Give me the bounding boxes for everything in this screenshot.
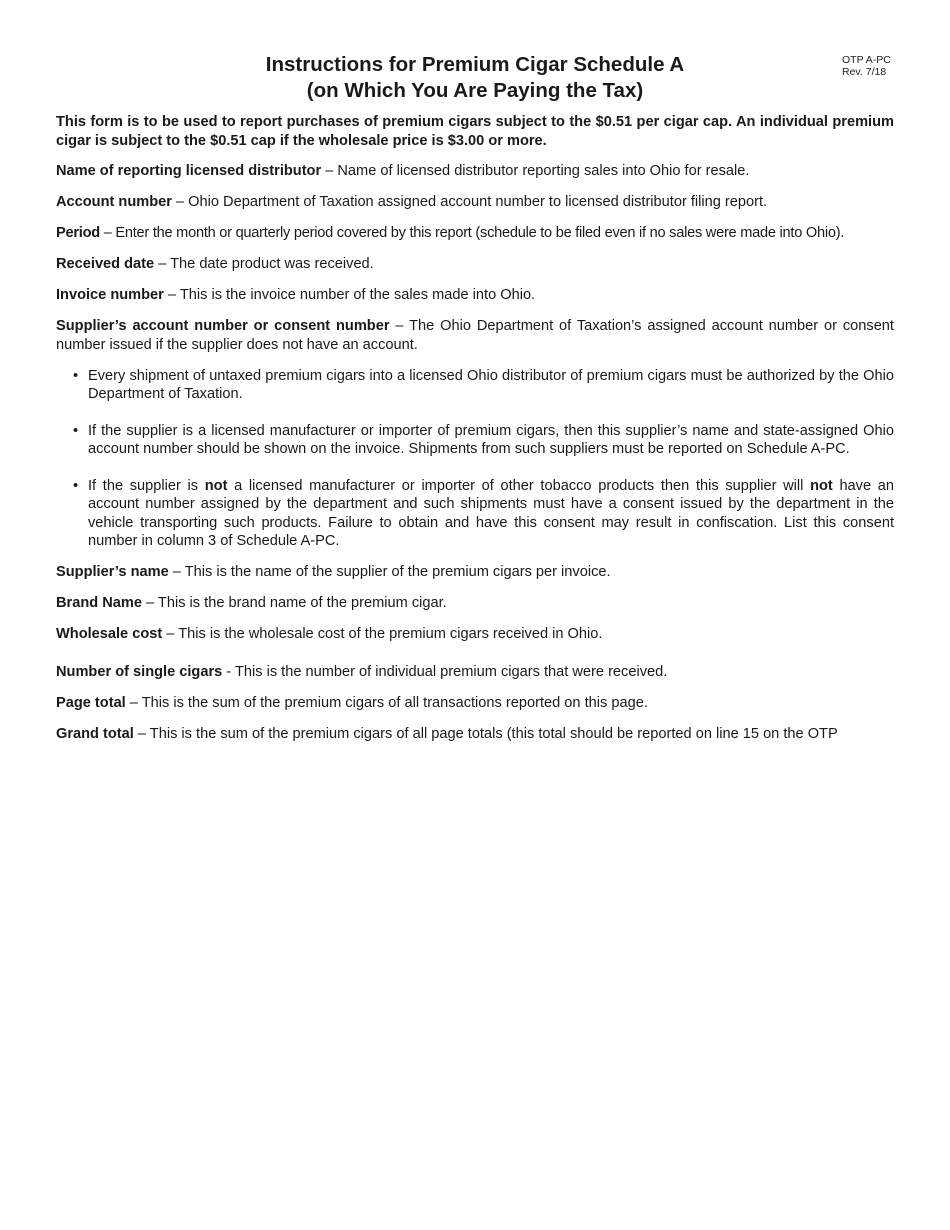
bullet-icon: •: [73, 422, 79, 439]
title-line-2: (on Which You Are Paying the Tax): [306, 79, 644, 102]
entry-text: – The Ohio Department of Taxation’s assigned account number or consent number issued if the supplier does not have an account.: [56, 318, 894, 353]
bullet-text: If the supplier is a licensed manufacturer or importer of premium cigars, then this supplier’s name and state-assigned Ohio account number should be shown on the invoice. Shipments from such suppliers must be reported on Schedule A-PC.: [88, 422, 894, 457]
bullet-text-part-3: have an account number assigned by the department and such shipments must have a consent issued by the department in the vehicle transporting such products. Failure to obtain and have this consent may result in confiscation. List this consent number in column 3 of Schedule A-PC.: [88, 477, 894, 549]
spacer: [56, 656, 894, 663]
instructions-page: [56, 52, 894, 756]
entry-supplier-name: [56, 563, 894, 582]
entry-term: Name of reporting licensed distributor: [56, 163, 322, 179]
entry-text: – This is the sum of the premium cigars of all transactions reported on this page.: [125, 694, 648, 711]
entry-text: – Name of licensed distributor reporting sales into Ohio for resale.: [321, 163, 750, 179]
entry-term: Brand Name: [56, 594, 142, 611]
bullet-icon: •: [73, 367, 79, 384]
bullet-text: Every shipment of untaxed premium cigars into a licensed Ohio distributor of premium cigars must be authorized by the Ohio Department of Taxation.: [88, 367, 894, 402]
entry-grand-total: [56, 725, 894, 744]
bullet-emphasis-not: not: [810, 477, 833, 494]
entry-term: Wholesale cost: [56, 625, 163, 642]
entry-wholesale-cost: [56, 625, 894, 644]
entry-period: [56, 224, 894, 243]
bullet-icon: •: [73, 477, 79, 494]
entry-term: Invoice number: [56, 287, 164, 303]
page-title: [56, 52, 894, 104]
entry-reporting-distributor: [56, 162, 894, 181]
entry-brand-name: [56, 594, 894, 613]
entry-text: - This is the number of individual premium cigars that were received.: [222, 663, 668, 680]
supplier-bullet-list: [56, 367, 894, 551]
entry-text: – Ohio Department of Taxation assigned account number to licensed distributor filing report.: [171, 194, 768, 210]
entry-term: Page total: [56, 694, 126, 711]
intro-paragraph: This form is to be used to report purchases of premium cigars subject to the $0.51 per cigar cap. An individual premium cigar is subject to the $0.51 cap if the wholesale price is $3.00 or more.: [56, 114, 894, 149]
bullet-text-part-1: If the supplier is: [88, 477, 205, 494]
entry-text: – This is the name of the supplier of the premium cigars per invoice.: [168, 563, 611, 580]
bullet-text-part-2: a licensed manufacturer or importer of other tobacco products then this supplier will: [227, 477, 811, 494]
list-item: [56, 367, 894, 404]
form-revision: Rev. 7/18: [842, 66, 887, 78]
entry-account-number: [56, 193, 894, 212]
entry-supplier-account-number: [56, 317, 894, 354]
entry-invoice-number: [56, 286, 894, 305]
list-item: [56, 477, 894, 551]
entry-number-of-single-cigars: [56, 663, 894, 682]
entry-term: Supplier’s name: [56, 563, 169, 580]
entry-text: – This is the wholesale cost of the premium cigars received in Ohio.: [162, 625, 603, 642]
entry-term: Number of single cigars: [56, 663, 223, 680]
entry-term: Received date: [56, 256, 155, 272]
entry-text: – This is the sum of the premium cigars of all page totals (this total should be reported on line 15 on the OTP: [133, 725, 838, 742]
entry-text: – This is the brand name of the premium cigar.: [141, 594, 447, 611]
entry-page-total: [56, 694, 894, 713]
entry-term: Supplier’s account number or consent number: [56, 318, 390, 334]
entry-term: Grand total: [56, 725, 134, 742]
list-item: [56, 422, 894, 459]
entry-text: – The date product was received.: [154, 256, 374, 272]
entry-received-date: [56, 255, 894, 274]
entry-text: – Enter the month or quarterly period covered by this report (schedule to be filed even if no sales were made into Ohio).: [99, 225, 845, 241]
entry-term: Period: [56, 225, 100, 241]
entry-term: Account number: [56, 194, 172, 210]
title-line-1: Instructions for Premium Cigar Schedule A: [265, 53, 685, 76]
bullet-emphasis-not: not: [204, 477, 228, 494]
form-code: OTP A-PC: [842, 54, 891, 66]
entry-text: – This is the invoice number of the sales made into Ohio.: [163, 287, 536, 303]
